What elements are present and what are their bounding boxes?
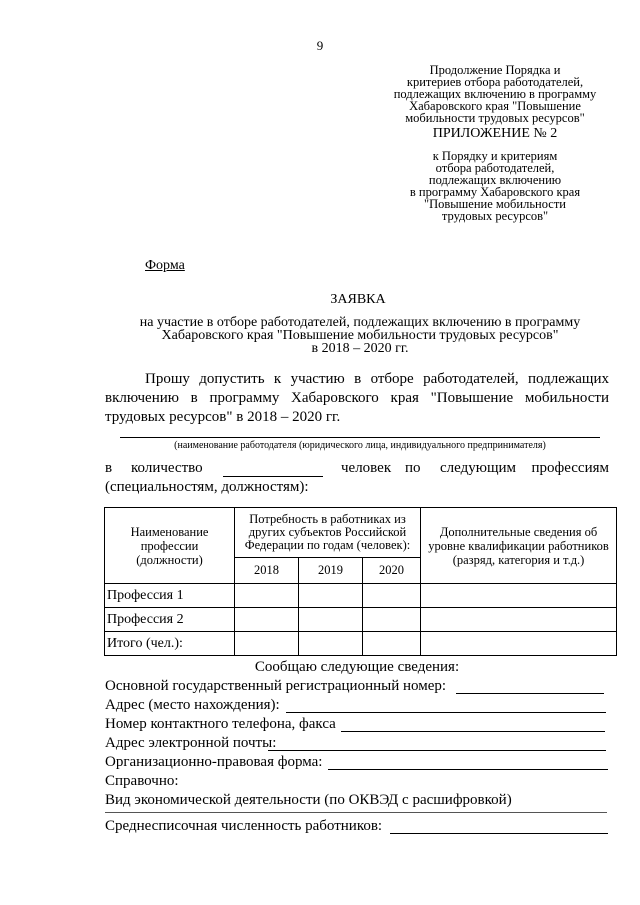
phone-row xyxy=(105,716,336,733)
table-cell[interactable] xyxy=(363,608,421,632)
ogrn-label: Основной государственный регистрационный номер: xyxy=(105,678,447,694)
year-header: 2020 xyxy=(363,558,421,584)
appendix-line: к Порядку и критериям xyxy=(432,149,558,163)
table-cell[interactable] xyxy=(363,584,421,608)
ogrn-input-line[interactable] xyxy=(456,693,604,694)
quantity-input-line[interactable] xyxy=(223,476,323,477)
table-cell[interactable] xyxy=(299,584,363,608)
address-input-line[interactable] xyxy=(286,712,606,713)
row-label: Профессия 2 xyxy=(105,608,235,632)
row-label: Профессия 1 xyxy=(105,584,235,608)
table-cell[interactable] xyxy=(299,608,363,632)
quantity-line-continued: (специальностям, должностям): xyxy=(105,479,309,495)
address-row xyxy=(105,697,280,714)
table-cell[interactable] xyxy=(421,584,617,608)
subtitle-line: Хабаровского края "Повышение мобильности трудовых ресурсов" xyxy=(161,328,559,343)
email-input-line[interactable] xyxy=(268,750,606,751)
legal-form-label: Организационно-правовая форма: xyxy=(105,754,323,770)
table-cell[interactable] xyxy=(421,632,617,656)
page-number: 9 xyxy=(316,38,324,53)
table-cell[interactable] xyxy=(235,632,299,656)
legal-form-row xyxy=(105,754,322,771)
email-label: Адрес электронной почты: xyxy=(105,735,277,751)
document-subtitle xyxy=(110,316,610,355)
quantity-word: профессиям xyxy=(531,460,609,476)
table-cell[interactable] xyxy=(299,632,363,656)
header-qualification: Дополнительные сведения об уровне квалификации работников (разряд, категория и т.д.) xyxy=(421,508,617,584)
subtitle-line: в 2018 – 2020 гг. xyxy=(311,341,409,356)
request-paragraph: Прошу допустить к участию в отборе работодателей, подлежащих включению в программу Хабаровского края "Повышение мобильности трудовых ресурсов" в 2018 – 2020 гг. xyxy=(105,371,609,425)
year-header: 2019 xyxy=(299,558,363,584)
appendix-title: ПРИЛОЖЕНИЕ № 2 xyxy=(432,126,558,141)
row-label: Итого (чел.): xyxy=(105,632,235,656)
info-heading: Сообщаю следующие сведения: xyxy=(254,659,460,675)
quantity-word: количество xyxy=(131,460,203,476)
headcount-label: Среднесписочная численность работников: xyxy=(105,818,383,834)
headcount-row xyxy=(105,818,382,835)
okved-label: Вид экономической деятельности (по ОКВЭД с расшифровкой) xyxy=(105,792,512,808)
quantity-line xyxy=(105,460,609,480)
email-row xyxy=(105,735,276,752)
reference-label: Справочно: xyxy=(105,773,179,789)
legal-form-input-line[interactable] xyxy=(328,769,608,770)
quantity-word: следующим xyxy=(440,460,517,476)
table-cell[interactable] xyxy=(235,608,299,632)
appendix-line: трудовых ресурсов" xyxy=(441,209,549,223)
table-cell[interactable] xyxy=(363,632,421,656)
employer-caption: (наименование работодателя (юридического лица, индивидуального предпринимателя) xyxy=(174,440,546,451)
professions-table xyxy=(104,507,617,656)
ogrn-row xyxy=(105,678,446,695)
continuation-header xyxy=(385,64,605,124)
quantity-word: по xyxy=(405,460,421,476)
form-label: Форма xyxy=(145,258,185,273)
header-line: подлежащих включению в программу xyxy=(393,87,597,101)
document-title: ЗАЯВКА xyxy=(330,292,386,307)
year-header: 2018 xyxy=(235,558,299,584)
okved-input-line[interactable] xyxy=(105,812,607,813)
table-cell[interactable] xyxy=(421,608,617,632)
appendix-line: "Повышение мобильности xyxy=(423,197,566,211)
subtitle-line: на участие в отборе работодателей, подлежащих включению в программу xyxy=(139,315,581,330)
header-line: мобильности трудовых ресурсов" xyxy=(405,111,585,125)
phone-input-line[interactable] xyxy=(341,731,605,732)
appendix-line: в программу Хабаровского края xyxy=(409,185,581,199)
appendix-line: подлежащих включению xyxy=(428,173,562,187)
address-label: Адрес (место нахождения): xyxy=(105,697,280,713)
quantity-word: в xyxy=(105,460,113,476)
header-line: критериев отбора работодателей, xyxy=(406,75,584,89)
phone-label: Номер контактного телефона, факса xyxy=(105,716,336,732)
header-line: Продолжение Порядка и xyxy=(429,63,561,77)
appendix-line: отбора работодателей, xyxy=(435,161,555,175)
header-profession: Наименование профессии (должности) xyxy=(105,508,235,584)
quantity-word: человек xyxy=(341,460,392,476)
header-line: Хабаровского края "Повышение xyxy=(409,99,581,113)
table-cell[interactable] xyxy=(235,584,299,608)
appendix-reference xyxy=(385,150,605,222)
header-demand: Потребность в работниках из других субъектов Российской Федерации по годам (человек): xyxy=(235,508,421,558)
headcount-input-line[interactable] xyxy=(390,833,608,834)
employer-name-line[interactable] xyxy=(120,437,600,438)
